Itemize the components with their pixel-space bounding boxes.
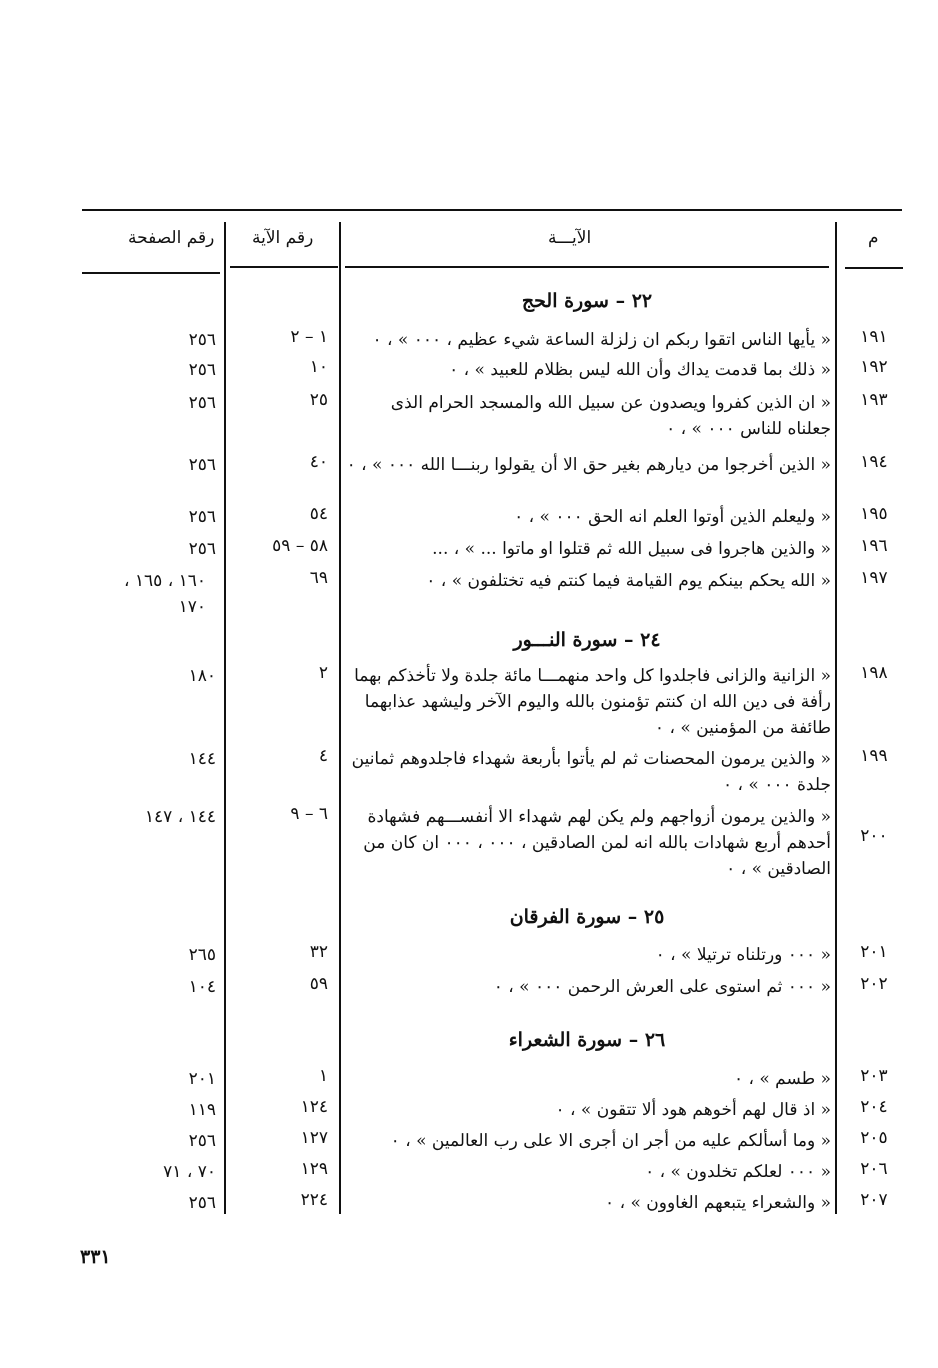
- ayah-text: « طسم » ، ٠: [733, 1069, 831, 1089]
- verse-number: ٦ – ٩: [290, 804, 328, 824]
- column-divider: [835, 222, 837, 1214]
- page-reference: ١٤٤ ، ١٤٧: [144, 807, 216, 827]
- page-reference: ٢٠١: [188, 1069, 216, 1089]
- page-reference: ٢٥٦: [188, 1193, 216, 1213]
- page-reference: ١٠٤: [188, 977, 216, 997]
- surah-heading: ٢٤ – سورة النـــور: [513, 629, 661, 651]
- ayah-text: « والذين هاجروا فى سبيل الله ثم قتلوا او ماتوا ... » ، ...: [432, 539, 831, 559]
- page-reference: ٢٦٥: [188, 945, 216, 965]
- entry-number: ١٩٩: [860, 746, 888, 766]
- verse-number: ٥٤: [309, 504, 328, 524]
- page-reference: ٢٥٦: [188, 393, 216, 413]
- verse-number: ٤: [318, 746, 328, 766]
- verse-number: ١٠: [309, 357, 328, 377]
- header-underline: [345, 266, 829, 268]
- entry-number: ٢٠٦: [860, 1159, 888, 1179]
- page-reference: ٢٥٦: [188, 455, 216, 475]
- entry-number: ٢٠١: [860, 942, 888, 962]
- ayah-text: « ان الذين كفروا ويصدون عن سبيل الله والمسجد الحرام الذى جعلناه للناس ٠٠٠ » ، ٠: [390, 393, 831, 439]
- ayah-text: « والشعراء يتبعهم الغاوون » ، ٠: [605, 1193, 831, 1213]
- ayah-text: « ذلك بما قدمت يداك وأن الله ليس بظلام للعبيد » ، ٠: [449, 360, 831, 380]
- header-underline: [82, 272, 220, 274]
- top-rule: [82, 209, 902, 211]
- entry-number: ١٩١: [860, 327, 888, 347]
- header-page-number: رقم الصفحة: [128, 228, 215, 248]
- page-reference: ١٦٠ ، ١٦٥ ، ١٧٠: [124, 571, 206, 617]
- column-divider: [224, 222, 226, 1214]
- page-reference: ١٤٤: [188, 749, 216, 769]
- verse-number: ١٢٧: [300, 1128, 328, 1148]
- ayah-text: « وما أسألكم عليه من أجر ان أجرى الا على رب العالمين » ، ٠: [390, 1131, 831, 1151]
- ayah-text: « يأيها الناس اتقوا ربكم ان زلزلة الساعة شيء عظيم ، ٠٠٠ » ، ٠: [372, 330, 831, 350]
- entry-number: ٢٠٧: [860, 1190, 888, 1210]
- ayah-text: « الله يحكم بينكم يوم القيامة فيما كنتم فيه تختلفون » ، ٠: [426, 571, 831, 591]
- column-divider: [339, 222, 341, 1214]
- entry-number: ١٩٣: [860, 390, 888, 410]
- entry-number: ١٩٦: [860, 536, 888, 556]
- page-number: ٣٣١: [80, 1246, 111, 1268]
- ayah-text: « ٠٠٠ لعلكم تخلدون » ، ٠: [645, 1162, 831, 1182]
- page-reference: ٢٥٦: [188, 507, 216, 527]
- entry-number: ٢٠٠: [860, 826, 888, 846]
- ayah-text: « وليعلم الذين أوتوا العلم انه الحق ٠٠٠ » ، ٠: [514, 507, 831, 527]
- header-underline: [230, 266, 338, 268]
- page-reference: ٢٥٦: [188, 330, 216, 350]
- verse-number: ٥٩: [309, 974, 328, 994]
- page-reference: ٢٥٦: [188, 360, 216, 380]
- header-number: م: [868, 228, 879, 248]
- ayah-text: « الزانية والزانى فاجلدوا كل واحد منهمـــا مائة جلدة ولا تأخذكم بهما رأفة فى دين الله ان كنتم تؤمنون بالله واليوم الآخر وليشهد عذابهما طائفة من المؤمنين » ، ٠: [354, 666, 831, 738]
- entry-number: ٢٠٢: [860, 974, 888, 994]
- ayah-text: « الذين أخرجوا من ديارهم بغير حق الا أن يقولوا ربنـــا الله ٠٠٠ » ، ٠: [346, 455, 831, 475]
- page-reference: ٧٠ ، ٧١: [163, 1162, 216, 1182]
- verse-number: ١: [318, 1066, 328, 1086]
- verse-number: ١٢٩: [300, 1159, 328, 1179]
- verse-number: ٥٨ – ٥٩: [272, 536, 328, 556]
- ayah-text: « ٠٠٠ ثم استوى على العرش الرحمن ٠٠٠ » ، ٠: [493, 977, 831, 997]
- page-reference: ٢٥٦: [188, 1131, 216, 1151]
- entry-number: ٢٠٣: [860, 1066, 888, 1086]
- entry-number: ١٩٢: [860, 357, 888, 377]
- verse-number: ٦٩: [309, 568, 328, 588]
- ayah-text: « والذين يرمون المحصنات ثم لم يأتوا بأربعة شهداء فاجلدوهم ثمانين جلدة ٠٠٠ » ، ٠: [351, 749, 831, 795]
- verse-number: ٣٢: [309, 942, 328, 962]
- header-ayah: الآيـــة: [548, 228, 592, 248]
- header-underline: [845, 267, 903, 269]
- verse-number: ٢٢٤: [300, 1190, 328, 1210]
- entry-number: ٢٠٥: [860, 1128, 888, 1148]
- ayah-text: « والذين يرمون أزواجهم ولم يكن لهم شهداء الا أنفســـهم فشهادة أحدهم أربع شهادات بالله انه لمن الصادقين ، ٠٠٠ ، ٠٠٠ ان كان من الصادقين » ، ٠: [363, 807, 831, 879]
- page-reference: ١٨٠: [188, 666, 216, 686]
- entry-number: ١٩٧: [860, 568, 888, 588]
- entry-number: ٢٠٤: [860, 1097, 888, 1117]
- surah-heading: ٢٦ – سورة الشعراء: [508, 1029, 666, 1051]
- entry-number: ١٩٥: [860, 504, 888, 524]
- surah-heading: ٢٥ – سورة الفرقان: [509, 906, 665, 928]
- ayah-text: « ٠٠٠ ورتلناه ترتيلا » ، ٠: [655, 945, 831, 965]
- surah-heading: ٢٢ – سورة الحج: [521, 290, 653, 312]
- page-reference: ٢٥٦: [188, 539, 216, 559]
- entry-number: ١٩٤: [860, 452, 888, 472]
- header-verse-number: رقم الآية: [252, 228, 314, 248]
- verse-number: ١ – ٢: [290, 327, 328, 347]
- page-reference: ١١٩: [188, 1100, 216, 1120]
- verse-number: ٤٠: [309, 452, 328, 472]
- verse-number: ٢٥: [309, 390, 328, 410]
- ayah-text: « اذ قال لهم أخوهم هود ألا تتقون » ، ٠: [555, 1100, 831, 1120]
- entry-number: ١٩٨: [860, 663, 888, 683]
- verse-number: ٢: [318, 663, 328, 683]
- verse-number: ١٢٤: [300, 1097, 328, 1117]
